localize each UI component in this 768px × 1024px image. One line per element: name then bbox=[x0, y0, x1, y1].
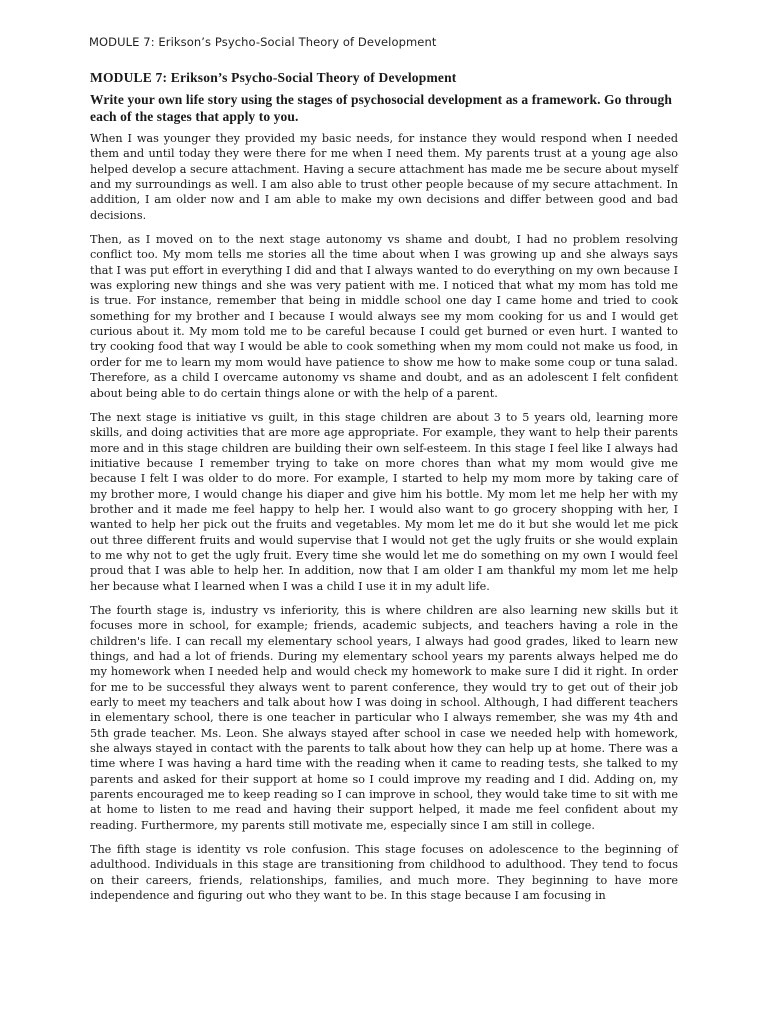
paragraph-trust-vs-mistrust: When I was younger they provided my basic needs, for instance they would respond when I needed them and until today they were there for me when I need them. My parents trust at a young age also helped develop a secure attachment. Having a secure attachment has made me be secure about myself and my surroundings as well. I am also able to trust other people because of my secure attachment. In addition, I am older now and I am able to make my own decisions and differ between good and bad decisions. bbox=[90, 132, 678, 222]
paragraph-autonomy-vs-shame: Then, as I moved on to the next stage autonomy vs shame and doubt, I had no problem resolving conflict too. My mom tells me stories all the time about when I was growing up and she always says that I was put effort in everything I did and that I always wanted to do everything on my own because I was exploring new things and she was very patient with me. I noticed that what my mom has told me is true. For instance, remember that being in middle school one day I came home and tried to cook something for my brother and I because I would always see my mom cooking for us and I would get curious about it. My mom told me to be careful because I could get burned or even hurt. I wanted to try cooking food that way I would be able to cook something when my mom could not make us food, in order for me to learn my mom would have patience to show me how to make some coup or tuna salad. Therefore, as a child I overcame autonomy vs shame and doubt, and as an adolescent I felt confident about being able to do certain things alone or with the help of a parent. bbox=[90, 233, 678, 400]
document-body bbox=[90, 70, 678, 913]
running-header: MODULE 7: Erikson’s Psycho-Social Theory of Development bbox=[89, 35, 437, 49]
assignment-prompt: Write your own life story using the stages of psychosocial development as a framework. Go through each of the stages that apply to you. bbox=[90, 92, 672, 124]
paragraph-identity-vs-role-confusion: The fifth stage is identity vs role confusion. This stage focuses on adolescence to the beginning of adulthood. Individuals in this stage are transitioning from childhood to adulthood. They tend to focus on their careers, friends, relationships, families, and much more. They beginning to have more independence and figuring out who they want to be. In this stage because I am focusing in bbox=[90, 843, 678, 903]
paragraph-industry-vs-inferiority: The fourth stage is, industry vs inferiority, this is where children are also learning new skills but it focuses more in school, for example; friends, academic subjects, and teachers having a role in the children's life. I can recall my elementary school years, I always had good grades, liked to learn new things, and had a lot of friends. During my elementary school years my parents always helped me do my homework when I needed help and would check my homework to make sure I did it right. In order for me to be successful they always went to parent conference, they would try to get out of their job early to meet my teachers and talk about how I was doing in school. Although, I had different teachers in elementary school, there is one teacher in particular who I always remember, she was my 4th and 5th grade teacher. Ms. Leon. She always stayed after school in case we needed help with homework, she always stayed in contact with the parents to talk about how they can help up at home. There was a time where I was having a hard time with the reading when it came to reading tests, she talked to my parents and asked for their support at home so I could improve my reading and I did. Adding on, my parents encouraged me to keep reading so I can improve in school, they would take time to sit with me at home to listen to me read and having their support helped, it made me feel confident about my reading. Furthermore, my parents still motivate me, especially since I am still in college. bbox=[90, 603, 678, 832]
document-title: MODULE 7: Erikson’s Psycho-Social Theory of Development bbox=[90, 70, 457, 85]
paragraph-initiative-vs-guilt: The next stage is initiative vs guilt, in this stage children are about 3 to 5 years old, learning more skills, and doing activities that are more age appropriate. For example, they want to help their parents more and in this stage children are building their own self-esteem. In this stage I feel like I always had initiative because I remember trying to take on more chores than what my mom would give me because I felt I was older to do more. For example, I started to help my mom more by taking care of my brother more, I would change his diaper and give him his bottle. My mom let me help her with my brother and it made me feel happy to help her. I would also want to go grocery shopping with her, I wanted to help her pick out the fruits and vegetables. My mom let me do it but she would let me pick out three different fruits and would supervise that I would not get the ugly fruits or she would explain to me why not to get the ugly fruit. Every time she would let me do something on my own I would feel proud that I was able to help her. In addition, now that I am older I am thankful my mom let me help her because what I learned when I was a child I use it in my adult life. bbox=[90, 410, 678, 593]
